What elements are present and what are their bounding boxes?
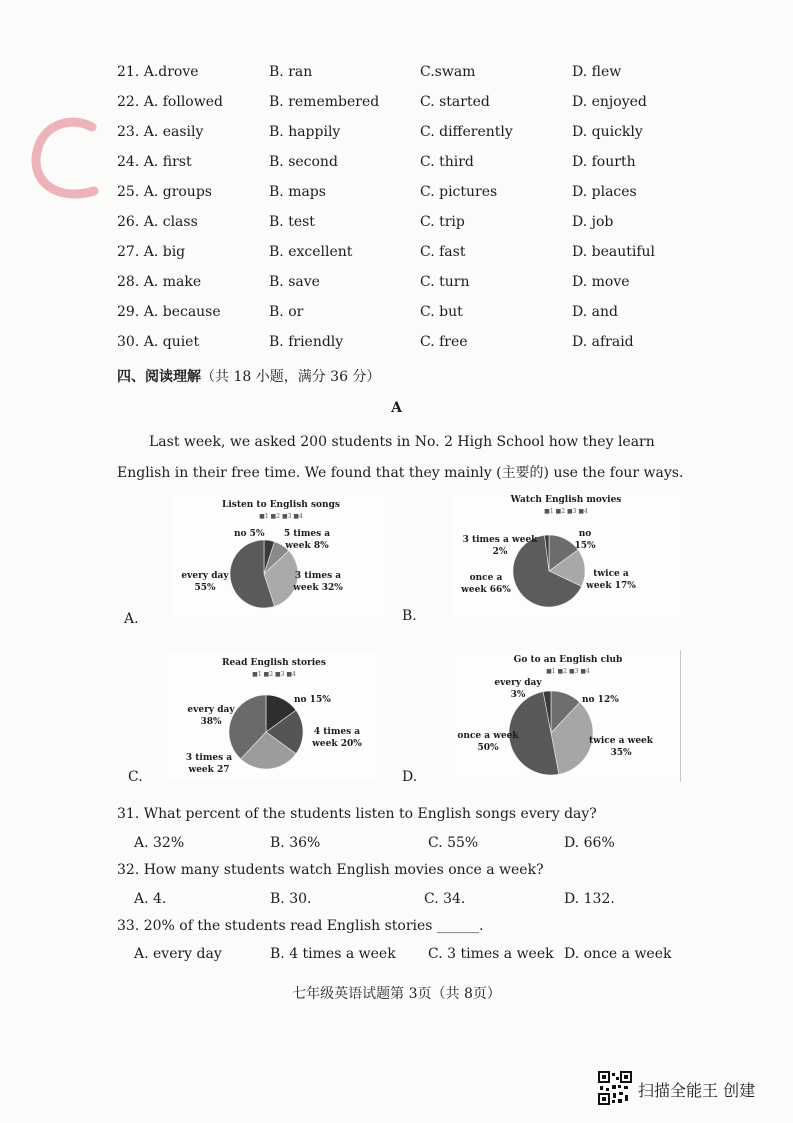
option-a: 27. A. big: [117, 244, 186, 260]
chart-read-stories: [166, 652, 382, 780]
slice-label: 5 times a week 8%: [283, 529, 331, 551]
cloze-row: [0, 94, 793, 118]
watermark-text: 扫描全能王 创建: [638, 1081, 756, 1100]
option-c: C. but: [420, 304, 463, 320]
option-c: C. differently: [420, 124, 513, 140]
answer-option: D. 132.: [564, 891, 615, 907]
option-c: C. free: [420, 334, 468, 350]
answer-option: B. 30.: [270, 891, 312, 907]
option-b: B. friendly: [269, 334, 344, 350]
option-c: C. trip: [420, 214, 465, 230]
slice-label: 3 times a week 32%: [293, 571, 343, 593]
slice-label: no 15%: [574, 529, 596, 551]
cloze-row: [0, 64, 793, 88]
slice-label: every day 55%: [181, 571, 229, 593]
cloze-row: [0, 304, 793, 328]
option-d: D. job: [572, 214, 614, 230]
question-32: 32. How many students watch English movies once a week?: [117, 862, 544, 878]
slice-label: once a week 66%: [461, 573, 511, 595]
question-31: 31. What percent of the students listen to English songs every day?: [117, 806, 597, 822]
slice-label: no 5%: [234, 529, 265, 539]
cloze-row: [0, 154, 793, 178]
option-d: D. quickly: [572, 124, 643, 140]
cloze-row: [0, 244, 793, 268]
answer-option: D. once a week: [564, 946, 672, 962]
option-d: D. move: [572, 274, 630, 290]
option-d: D. beautiful: [572, 244, 656, 260]
chart-letter-d: D.: [402, 769, 418, 785]
option-b: B. excellent: [269, 244, 353, 260]
answer-option: A. 4.: [134, 891, 167, 907]
slice-label: no 12%: [582, 695, 619, 705]
option-a: 23. A. easily: [117, 124, 204, 140]
option-d: D. enjoyed: [572, 94, 647, 110]
option-b: B. save: [269, 274, 320, 290]
chart-legend: ■1 ■2 ■3 ■4: [252, 671, 296, 678]
slice-label: 3 times a week 27: [185, 753, 233, 775]
option-a: 22. A. followed: [117, 94, 223, 110]
option-d: D. places: [572, 184, 637, 200]
cloze-row: [0, 334, 793, 358]
option-d: D. flew: [572, 64, 622, 80]
question-33: 33. 20% of the students read English stories ______.: [117, 918, 484, 934]
slice-label: every day 38%: [187, 705, 235, 727]
chart-title: Watch English movies: [510, 495, 622, 505]
option-c: C. fast: [420, 244, 466, 260]
chart-listen-songs: [172, 494, 390, 622]
option-b: B. maps: [269, 184, 326, 200]
answer-option: A. every day: [134, 946, 222, 962]
option-c: C.swam: [420, 64, 476, 80]
passage-text: Last week, we asked 200 students in No. 2 High School how they learn English in their free time. We found that they mainly (主要的) use the four ways.: [117, 434, 684, 481]
option-b: B. or: [269, 304, 304, 320]
option-c: C. pictures: [420, 184, 498, 200]
answer-option: B. 36%: [270, 835, 321, 851]
option-a: 26. A. class: [117, 214, 198, 230]
answer-option: D. 66%: [564, 835, 615, 851]
slice-label: twice a week 17%: [586, 569, 636, 591]
option-a: 30. A. quiet: [117, 334, 200, 350]
answer-option: C. 3 times a week: [428, 946, 554, 962]
chart-letter-a: A.: [124, 611, 139, 627]
scanner-watermark: [598, 1070, 773, 1106]
passage-letter: A: [391, 400, 402, 416]
chart-english-club: [456, 650, 681, 782]
option-b: B. second: [269, 154, 338, 170]
qr-code-icon: [598, 1071, 632, 1105]
option-d: D. and: [572, 304, 618, 320]
section-title: 四、阅读理解: [117, 369, 201, 385]
chart-legend: ■1 ■2 ■3 ■4: [259, 513, 303, 520]
chart-title: Go to an English club: [513, 655, 623, 665]
option-b: B. happily: [269, 124, 341, 140]
option-c: C. turn: [420, 274, 470, 290]
chart-watch-movies: [452, 490, 680, 618]
cloze-row: [0, 274, 793, 298]
chart-title: Read English stories: [222, 658, 326, 668]
slice-label: twice a week 35%: [588, 736, 654, 758]
option-a: 28. A. make: [117, 274, 202, 290]
slice-label: no 15%: [294, 695, 331, 705]
answer-option: C. 55%: [428, 835, 479, 851]
slice-label: every day 3%: [494, 678, 542, 700]
page-footer: 七年级英语试题第 3页（共 8页）: [292, 986, 501, 1002]
section-subtitle: （共 18 小题，满分 36 分）: [201, 369, 381, 385]
option-a: 24. A. first: [117, 154, 192, 170]
answer-option: A. 32%: [134, 835, 185, 851]
slice-label: 4 times a week 20%: [312, 727, 362, 749]
answer-option: C. 34.: [424, 891, 466, 907]
chart-letter-c: C.: [128, 769, 143, 785]
chart-letter-b: B.: [402, 608, 417, 624]
option-b: B. remembered: [269, 94, 380, 110]
cloze-row: [0, 124, 793, 148]
option-a: 25. A. groups: [117, 184, 212, 200]
option-c: C. third: [420, 154, 474, 170]
cloze-row: [0, 184, 793, 208]
chart-title: Listen to English songs: [222, 500, 340, 510]
option-d: D. afraid: [572, 334, 634, 350]
chart-legend: ■1 ■2 ■3 ■4: [546, 668, 590, 675]
option-c: C. started: [420, 94, 490, 110]
option-a: 21. A.drove: [117, 64, 199, 80]
option-b: B. ran: [269, 64, 313, 80]
slice-label: 3 times a week 2%: [462, 535, 538, 557]
cloze-row: [0, 214, 793, 238]
option-d: D. fourth: [572, 154, 636, 170]
option-a: 29. A. because: [117, 304, 221, 320]
option-b: B. test: [269, 214, 315, 230]
slice-label: once a week 50%: [457, 731, 519, 753]
section-heading: [117, 366, 380, 386]
answer-option: B. 4 times a week: [270, 946, 396, 962]
chart-legend: ■1 ■2 ■3 ■4: [544, 508, 588, 515]
